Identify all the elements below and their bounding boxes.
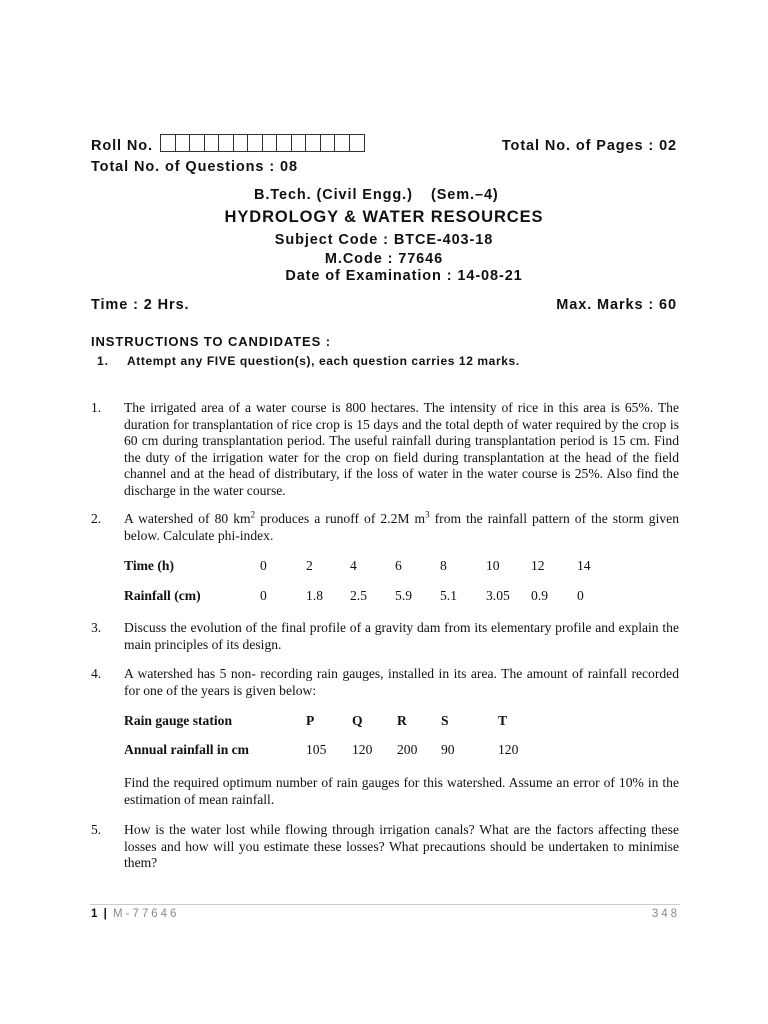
time-cell: 4 [350,558,357,573]
time-cell: 0 [260,558,267,573]
max-marks: Max. Marks : 60 [556,297,677,313]
roll-no-digit-box[interactable] [335,135,350,151]
roll-no-digit-box[interactable] [219,135,234,151]
exam-date: Date of Examination : 14-08-21 [285,268,523,284]
footer-divider [90,904,680,905]
roll-no-digit-box[interactable] [350,135,365,151]
table-row-label: Rain gauge station [124,713,233,728]
station-cell: S [441,713,449,728]
page-footer-left [91,908,179,920]
question-5-text: How is the water lost while flowing through irrigation canals? What are the factors affecting these losses and how will you estimate these losses? What precautions should be undertaken to minimise them? [124,822,679,870]
m-code: M.Code : 77646 [324,251,444,267]
rainfall-cell: 2.5 [350,588,367,603]
roll-no-digit-box[interactable] [263,135,278,151]
instructions-heading: INSTRUCTIONS TO CANDIDATES : [91,334,331,349]
time-cell: 8 [440,558,447,573]
question-2-number: 2. [91,511,102,526]
rainfall-cell: 0 [260,588,267,603]
question-4-number: 4. [91,666,102,681]
question-1-text: The irrigated area of a water course is 800 hectares. The intensity of rice in this area is 65%. The duration for transplantation of rice crop is 15 days and the total depth of water required by the crop is 60 cm during transplantation period. The useful rainfall during transplantation period is 15 cm. Find the duty of the irrigation water for the crop on field during transplantation at the head of the field channel and at the head of distributary, if the loss of water in the water course is 25%. Also find the discharge in the water course. [124,400,679,498]
rainfall-cell: 3.05 [486,588,510,603]
roll-no-boxes[interactable] [160,134,365,152]
footer-right-code: 348 [651,908,680,920]
roll-no-digit-box[interactable] [234,135,249,151]
instruction-text: Attempt any FIVE question(s), each question carries 12 marks. [127,354,520,368]
rainfall-cell: 5.9 [395,588,412,603]
rainfall-cell: 1.8 [306,588,323,603]
total-pages: Total No. of Pages : 02 [501,138,677,154]
question-3-number: 3. [91,620,102,635]
roll-no-digit-box[interactable] [176,135,191,151]
roll-no-digit-box[interactable] [321,135,336,151]
page-number: 1 [91,908,98,920]
course-name: B.Tech. (Civil Engg.) [254,187,413,203]
station-cell: P [306,713,315,728]
annual-rainfall-cell: 120 [352,742,373,757]
roll-no-digit-box[interactable] [306,135,321,151]
table-row-label: Rainfall (cm) [124,588,201,603]
annual-rainfall-cell: 90 [441,742,455,757]
roll-no-label: Roll No. [91,138,153,154]
rainfall-cell: 5.1 [440,588,457,603]
footer-separator: | [103,908,107,920]
time-cell: 10 [486,558,500,573]
station-cell: Q [352,713,363,728]
time-duration: Time : 2 Hrs. [91,297,190,313]
question-4-text: A watershed has 5 non- recording rain gauges, installed in its area. The amount of rainfall recorded for one of the years is given below: [124,666,679,698]
rainfall-cell: 0 [577,588,584,603]
roll-no-digit-box[interactable] [292,135,307,151]
total-questions: Total No. of Questions : 08 [91,159,298,175]
roll-no-digit-box[interactable] [190,135,205,151]
question-3-text: Discuss the evolution of the final profile of a gravity dam from its elementary profile and explain the main principles of its design. [124,620,679,652]
time-cell: 6 [395,558,402,573]
table-row-label: Time (h) [124,558,174,573]
annual-rainfall-cell: 200 [397,742,418,757]
instruction-num: 1. [97,354,109,368]
annual-rainfall-cell: 105 [306,742,327,757]
time-cell: 12 [531,558,545,573]
semester: (Sem.–4) [431,187,499,203]
question-1-number: 1. [91,400,102,415]
roll-no-digit-box[interactable] [277,135,292,151]
rainfall-cell: 0.9 [531,588,548,603]
subject-code: Subject Code : BTCE-403-18 [274,232,494,248]
footer-code: M-77646 [113,908,180,920]
table-row-label: Annual rainfall in cm [124,742,250,757]
station-cell: R [397,713,407,728]
station-cell: T [498,713,508,728]
annual-rainfall-cell: 120 [498,742,519,757]
question-2-text: A watershed of 80 $km^2$ produces a runoff of 2.2M $m^3$ from the rainfall pattern of the storm given below. Calculate phi-index. [124,509,679,543]
time-cell: 2 [306,558,313,573]
roll-no-digit-box[interactable] [161,135,176,151]
roll-no-digit-box[interactable] [205,135,220,151]
question-5-number: 5. [91,822,102,837]
subject-title: HYDROLOGY & WATER RESOURCES [224,208,544,226]
time-cell: 14 [577,558,591,573]
question-4-followup: Find the required optimum number of rain gauges for this watershed. Assume an error of 10% in the estimation of mean rainfall. [124,775,679,807]
roll-no-digit-box[interactable] [248,135,263,151]
